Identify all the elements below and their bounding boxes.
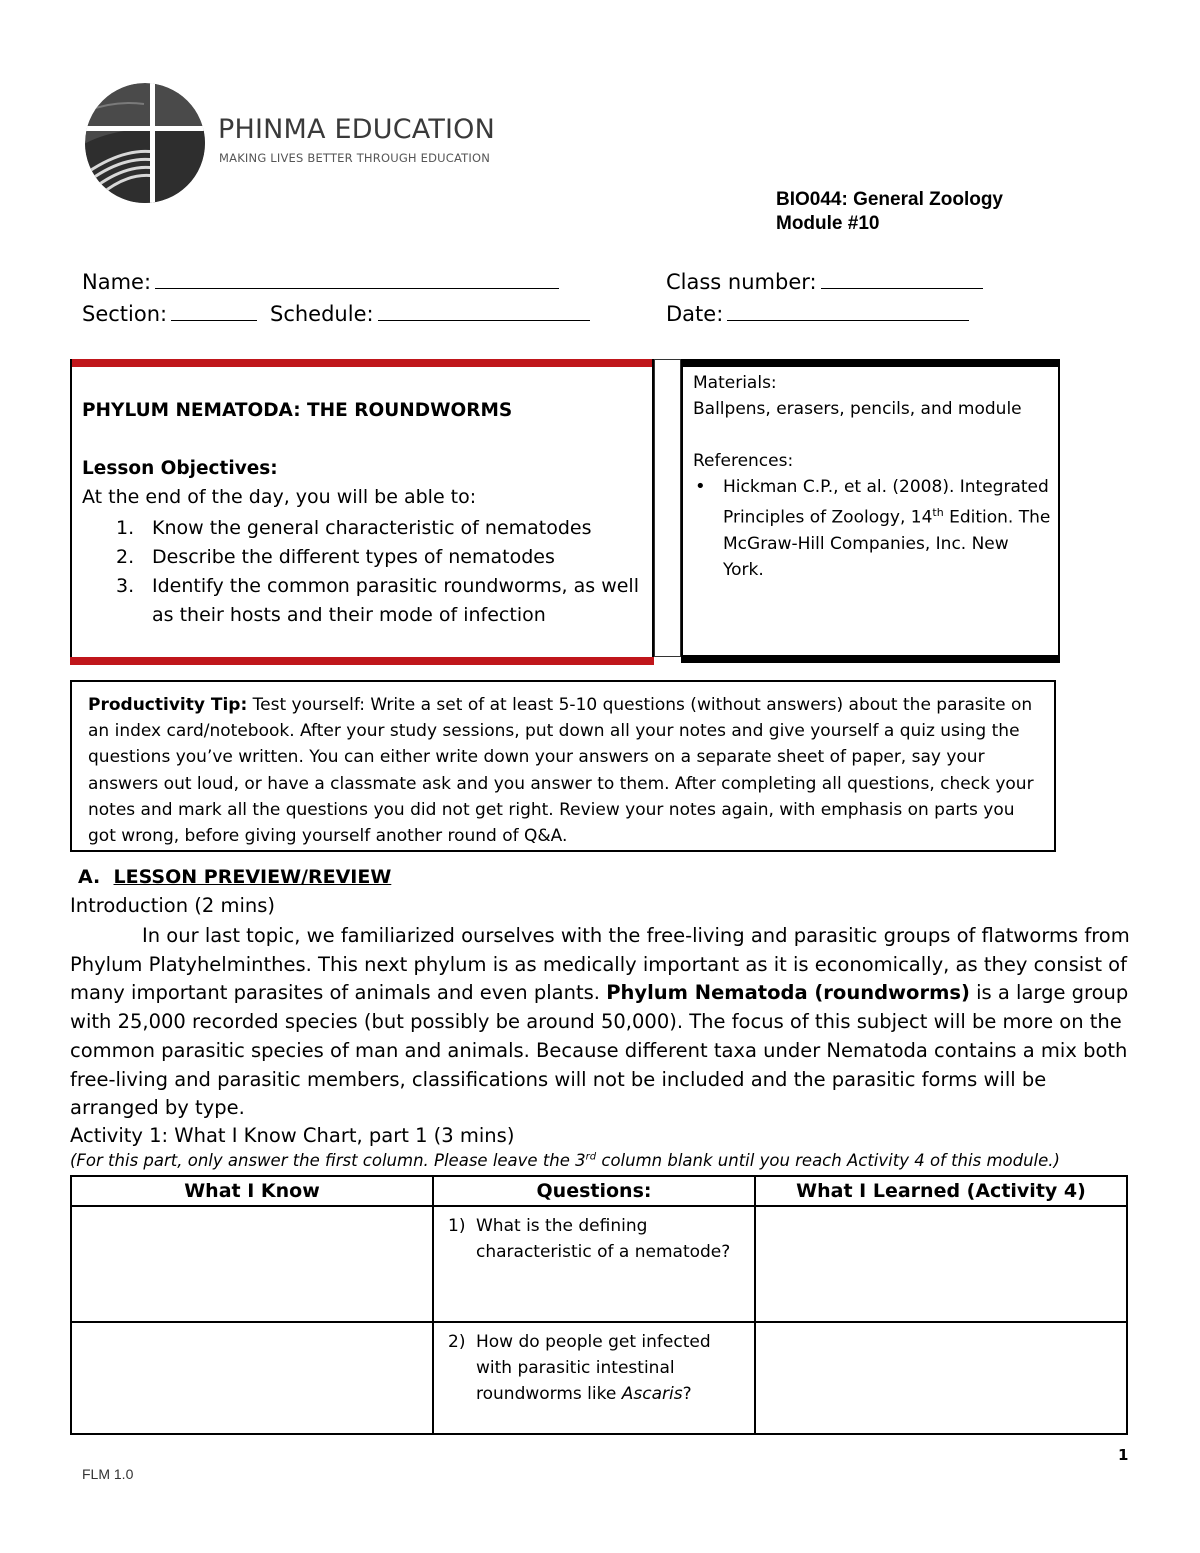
question-number: 2) bbox=[448, 1332, 466, 1352]
objectives-intro: At the end of the day, you will be able to: bbox=[82, 486, 477, 508]
reference-text: Hickman C.P., et al. (2008). Integrated Principles of Zoology, 14 bbox=[723, 477, 1049, 528]
date-blank[interactable] bbox=[727, 302, 969, 321]
question-cell bbox=[433, 1322, 755, 1434]
materials-heading: Materials: bbox=[693, 373, 777, 393]
reference-item bbox=[693, 474, 1053, 583]
question-number: 1) bbox=[448, 1216, 466, 1236]
materials-text: Ballpens, erasers, pencils, and module bbox=[693, 399, 1022, 419]
activity-heading: Activity 1: What I Know Chart, part 1 (3 mins) bbox=[70, 1124, 515, 1147]
introduction-paragraph bbox=[70, 922, 1140, 1123]
references-list bbox=[693, 474, 1053, 583]
productivity-tip-box bbox=[70, 680, 1056, 852]
activity-note bbox=[70, 1151, 1060, 1170]
objective-text: Know the general characteristic of nematodes bbox=[152, 517, 592, 539]
class-number-label: Class number: bbox=[666, 270, 817, 294]
column-header: What I Learned (Activity 4) bbox=[755, 1176, 1127, 1206]
box-divider bbox=[654, 359, 681, 657]
course-header bbox=[776, 188, 1003, 236]
note-text-end: column blank until you reach Activity 4 of this module.) bbox=[596, 1151, 1060, 1170]
intro-text-end: is a large group with 25,000 recorded species (but possibly be around 50,000). The focus of this subject will be more on the common parasitic species of man and animals. Because different taxa under Nematoda contains a mix both free-living and parasitic members, classifications will not be included and the parasitic forms will be arranged by type. bbox=[70, 981, 1129, 1120]
logo-name: PHINMA EDUCATION bbox=[218, 114, 496, 145]
section-a-heading bbox=[78, 866, 391, 888]
question-text-end: ? bbox=[682, 1384, 692, 1404]
question-text: How do people get infected with parasitic intestinal roundworms like bbox=[476, 1332, 711, 1404]
objective-number: 3. bbox=[116, 575, 135, 597]
tip-label: Productivity Tip: bbox=[88, 695, 248, 715]
answer-cell[interactable] bbox=[71, 1322, 433, 1434]
phinma-logo-icon bbox=[84, 82, 206, 204]
column-header: Questions: bbox=[433, 1176, 755, 1206]
learned-cell[interactable] bbox=[755, 1322, 1127, 1434]
course-title: BIO044: General Zoology bbox=[776, 189, 1003, 210]
objective-item bbox=[82, 514, 652, 543]
question-cell bbox=[433, 1206, 755, 1322]
section-label: Section: bbox=[82, 302, 168, 326]
lesson-title: PHYLUM NEMATODA: THE ROUNDWORMS bbox=[82, 400, 513, 421]
objective-item bbox=[82, 543, 652, 572]
intro-bold: Phylum Nematoda (roundworms) bbox=[606, 981, 970, 1005]
section-letter: A. bbox=[78, 866, 101, 888]
intro-text: In our last topic, we familiarized ourselves with the free-living and parasitic groups of flatworms from Phylum Platyhelminthes. This next phylum is as medically important as it is economically, as they consist of many important parasites of animals and even plants. bbox=[70, 924, 1130, 1005]
table-row bbox=[71, 1322, 1127, 1434]
objective-item bbox=[82, 572, 652, 630]
learned-cell[interactable] bbox=[755, 1206, 1127, 1322]
materials-content bbox=[693, 370, 1053, 583]
name-label: Name: bbox=[82, 270, 152, 294]
objective-text: Identify the common parasitic roundworms, as well as their hosts and their mode of infection bbox=[152, 575, 639, 626]
introduction-heading: Introduction (2 mins) bbox=[70, 894, 276, 917]
references-heading: References: bbox=[693, 451, 794, 471]
note-text: (For this part, only answer the first column. Please leave the 3 bbox=[70, 1151, 586, 1170]
logo-tagline: MAKING LIVES BETTER THROUGH EDUCATION bbox=[219, 151, 491, 165]
class-number-field[interactable] bbox=[666, 270, 983, 294]
module-number: Module #10 bbox=[776, 213, 880, 234]
section-title: LESSON PREVIEW/REVIEW bbox=[113, 866, 392, 888]
lesson-box-bottom-bar bbox=[70, 657, 654, 665]
objectives-heading: Lesson Objectives: bbox=[82, 458, 278, 479]
name-field[interactable] bbox=[82, 270, 559, 294]
tip-text: Test yourself: Write a set of at least 5-10 questions (without answers) about the parasite on an index card/notebook. After your study sessions, put down all your notes and give yourself a quiz using the questions you’ve written. You can either write down your answers on a separate sheet of paper, say your answers out loud, or have a classmate ask and you answer to them. After completing all questions, check your notes and mark all the questions you did not get right. Review your notes again, with emphasis on parts you got wrong, before giving yourself another round of Q&A. bbox=[88, 695, 1034, 847]
question-italic: Ascaris bbox=[621, 1384, 683, 1404]
name-blank[interactable] bbox=[155, 270, 559, 289]
lesson-box-top-bar bbox=[72, 359, 652, 367]
reference-text-end: Edition. The McGraw-Hill Companies, Inc. New York. bbox=[723, 507, 1051, 580]
date-label: Date: bbox=[666, 302, 724, 326]
question-text: What is the defining characteristic of a nematode? bbox=[476, 1216, 731, 1262]
section-field[interactable] bbox=[82, 302, 257, 326]
table-row bbox=[71, 1206, 1127, 1322]
schedule-label: Schedule: bbox=[270, 302, 374, 326]
class-number-blank[interactable] bbox=[821, 270, 983, 289]
answer-cell[interactable] bbox=[71, 1206, 433, 1322]
form-code: FLM 1.0 bbox=[82, 1466, 134, 1482]
section-blank[interactable] bbox=[171, 302, 257, 321]
objective-number: 2. bbox=[116, 546, 135, 568]
note-sup: rd bbox=[585, 1151, 597, 1163]
objectives-list bbox=[82, 514, 652, 630]
page-number: 1 bbox=[1118, 1446, 1129, 1464]
date-field[interactable] bbox=[666, 302, 969, 326]
reference-sup: th bbox=[932, 506, 944, 519]
objective-number: 1. bbox=[116, 517, 135, 539]
what-i-know-chart bbox=[70, 1175, 1128, 1435]
schedule-blank[interactable] bbox=[378, 302, 590, 321]
schedule-field[interactable] bbox=[270, 302, 590, 326]
column-header: What I Know bbox=[71, 1176, 433, 1206]
objective-text: Describe the different types of nematodes bbox=[152, 546, 555, 568]
